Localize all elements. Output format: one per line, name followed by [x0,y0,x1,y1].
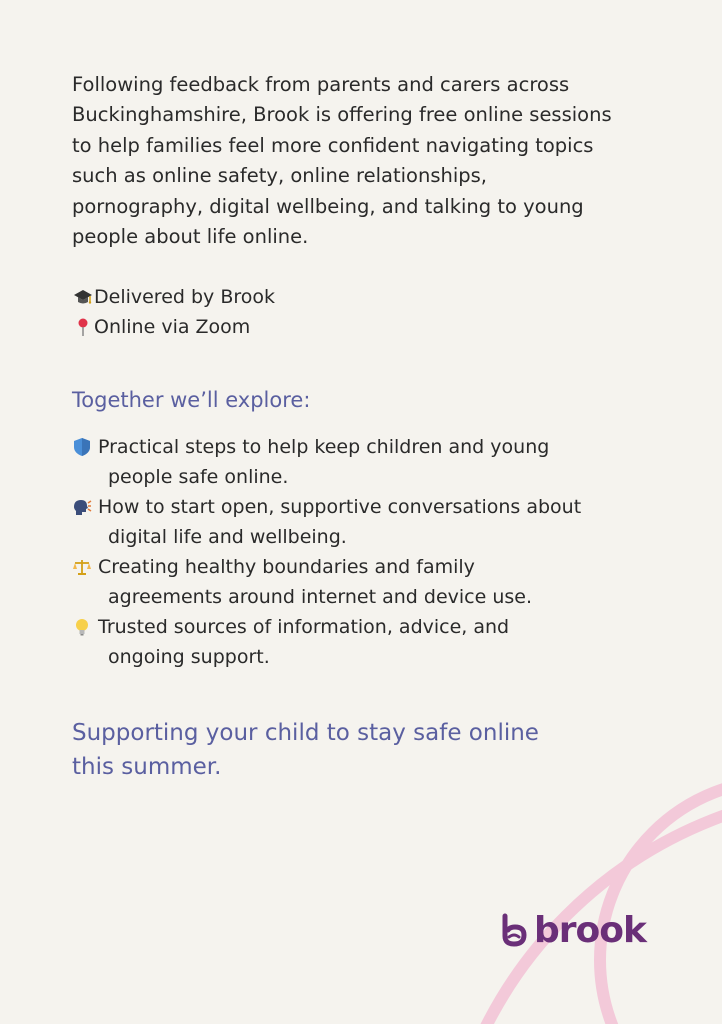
intro-line: Buckinghamshire, Brook is offering free online sessions [72,103,612,127]
location-row [72,312,572,342]
brook-logo [500,908,646,952]
brook-logo-mark-icon [500,913,530,947]
intro-line: people about life online. [72,225,309,249]
list-item [72,492,672,552]
list-item-text: digital life and wellbeing. [108,526,347,548]
graduation-cap-icon [72,286,94,308]
brook-logo-text: brook [534,909,646,951]
speaking-head-icon [72,492,98,522]
closing-line: this summer. [72,754,222,780]
intro-paragraph [72,70,692,252]
explore-list [72,432,672,672]
list-item [72,612,672,672]
list-item [72,552,672,612]
list-item-text: How to start open, supportive conversations about [98,496,582,518]
arc-small [600,780,722,1024]
intro-line: to help families feel more confident navigating topics [72,133,594,157]
list-item-text: people safe online. [108,466,289,488]
section-title: Together we’ll explore: [72,388,311,412]
list-item-text: Practical steps to help keep children and young [98,436,550,458]
balance-scale-icon [72,552,98,582]
list-item-text: Creating healthy boundaries and family [98,556,475,578]
shield-icon [72,432,98,462]
list-item [72,432,672,492]
list-item-text: ongoing support. [108,646,270,668]
list-item-text: agreements around internet and device use. [108,586,533,608]
closing-tagline [72,716,592,784]
intro-line: Following feedback from parents and carers across [72,73,570,96]
arc-large [440,790,722,1024]
list-item-text: Trusted sources of information, advice, and [98,616,510,638]
intro-line: pornography, digital wellbeing, and talking to young [72,194,584,218]
round-pushpin-icon [72,316,94,338]
session-info [72,282,572,342]
delivered-by-text: Delivered by Brook [94,286,276,308]
location-text: Online via Zoom [94,316,251,338]
closing-line: Supporting your child to stay safe online [72,720,539,746]
delivered-by-row [72,282,572,312]
light-bulb-icon [72,612,98,642]
intro-line: such as online safety, online relationships, [72,164,487,188]
